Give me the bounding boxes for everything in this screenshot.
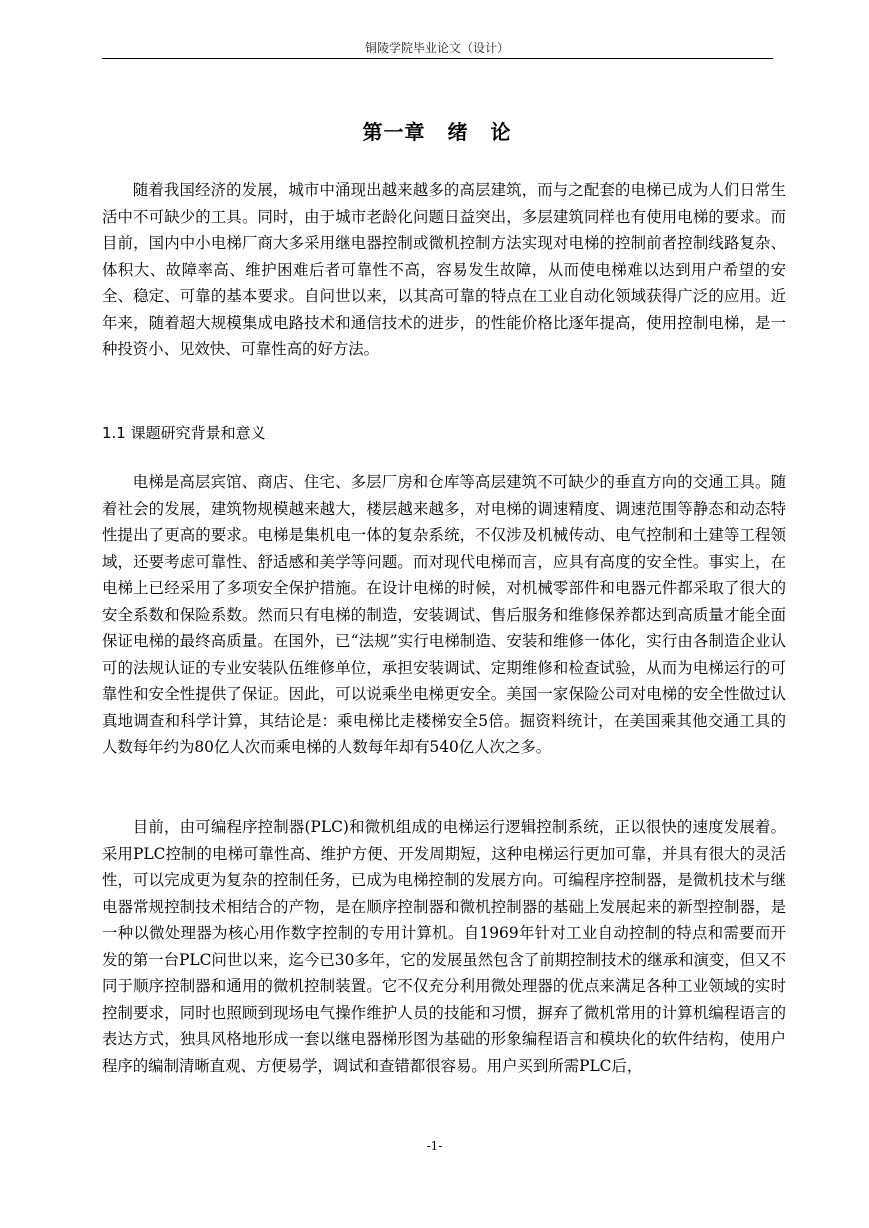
chapter-name-char-1: 绪 xyxy=(447,120,469,144)
background-paragraph: 电梯是高层宾馆、商店、住宅、多层厂房和仓库等高层建筑不可缺少的垂直方向的交通工具。随着社会的发展，建筑物规模越来越大，楼层越来越多，对电梯的调速精度、调速范围等静态和动态特性提出了更高的要求。电梯是集机电一体的复杂系统，不仅涉及机械传动、电气控制和土建等工程领域，还要考虑可靠性、舒适感和美学等问题。而对现代电梯而言，应具有高度的安全性。事实上，在电梯上已经采用了多项安全保护措施。在设计电梯的时候，对机械零部件和电器元件都采取了很大的安全系数和保险系数。然而只有电梯的制造，安装调试、售后服务和维修保养都达到高质量才能全面保证电梯的最终高质量。在国外，已“法规”实行电梯制造、安装和维修一体化，实行由各制造企业认可的法规认证的专业安装队伍维修单位，承担安装调试、定期维修和检查试验，从而为电梯运行的可靠性和安全性提供了保证。因此，可以说乘坐电梯更安全。美国一家保险公司对电梯的安全性做过认真地调查和科学计算，其结论是：乘电梯比走楼梯安全5倍。掘资料统计，在美国乘其他交通工具的人数每年约为80亿人次而乘电梯的人数每年却有540亿人次之多。 xyxy=(102,473,786,756)
intro-paragraph: 随着我国经济的发展，城市中涌现出越来越多的高层建筑，而与之配套的电梯已成为人们日常生活中不可缺少的工具。同时，由于城市老龄化问题日益突出，多层建筑同样也有使用电梯的要求。而目前，国内中小电梯厂商大多采用继电器控制或微机控制方法实现对电梯的控制前者控制线路复杂、体积大、故障率高、维护困难后者可靠性不高，容易发生故障，从而使电梯难以达到用户希望的安全、稳定、可靠的基本要求。自问世以来，以其高可靠的特点在工业自动化领域获得广泛的应用。近年来，随着超大规模集成电路技术和通信技术的进步，的性能价格比逐年提高，使用控制电梯，是一种投资小、见效快、可靠性高的好方法。 xyxy=(102,181,786,358)
chapter-number: 第一章 xyxy=(362,120,426,144)
page-header: 铜陵学院毕业论文（设计） xyxy=(364,41,509,55)
plc-paragraph: 目前，由可编程序控制器(PLC)和微机组成的电梯运行逻辑控制系统，正以很快的速度发展着。采用PLC控制的电梯可靠性高、维护方便、开发周期短，这种电梯运行更加可靠，并具有很大的灵活性，可以完成更为复杂的控制任务，已成为电梯控制的发展方向。可编程序控制器，是微机技术与继电器常规控制技术相结合的产物，是在顺序控制器和微机控制器的基础上发展起来的新型控制器，是一种以微处理器为核心用作数字控制的专用计算机。自1969年针对工业自动控制的特点和需要而开发的第一台PLC问世以来，迄今已30多年，它的发展虽然包含了前期控制技术的继承和演变，但又不同于顺序控制器和通用的微机控制装置。它不仅充分利用微处理器的优点来满足各种工业领域的实时控制要求，同时也照顾到现场电气操作维护人员的技能和习惯，摒弃了微机常用的计算机编程语言的表达方式，独具风格地形成一套以继电器梯形图为基础的形象编程语言和模块化的软件结构，使用户程序的编制清晰直观、方便易学，调试和查错都很容易。用户买到所需PLC后， xyxy=(102,818,786,1075)
chapter-title xyxy=(102,118,772,146)
page-number: -1- xyxy=(426,1139,443,1153)
section-heading: 1.1 课题研究背景和意义 xyxy=(102,424,266,442)
chapter-name-char-2: 论 xyxy=(490,120,512,144)
header-divider xyxy=(102,58,773,59)
